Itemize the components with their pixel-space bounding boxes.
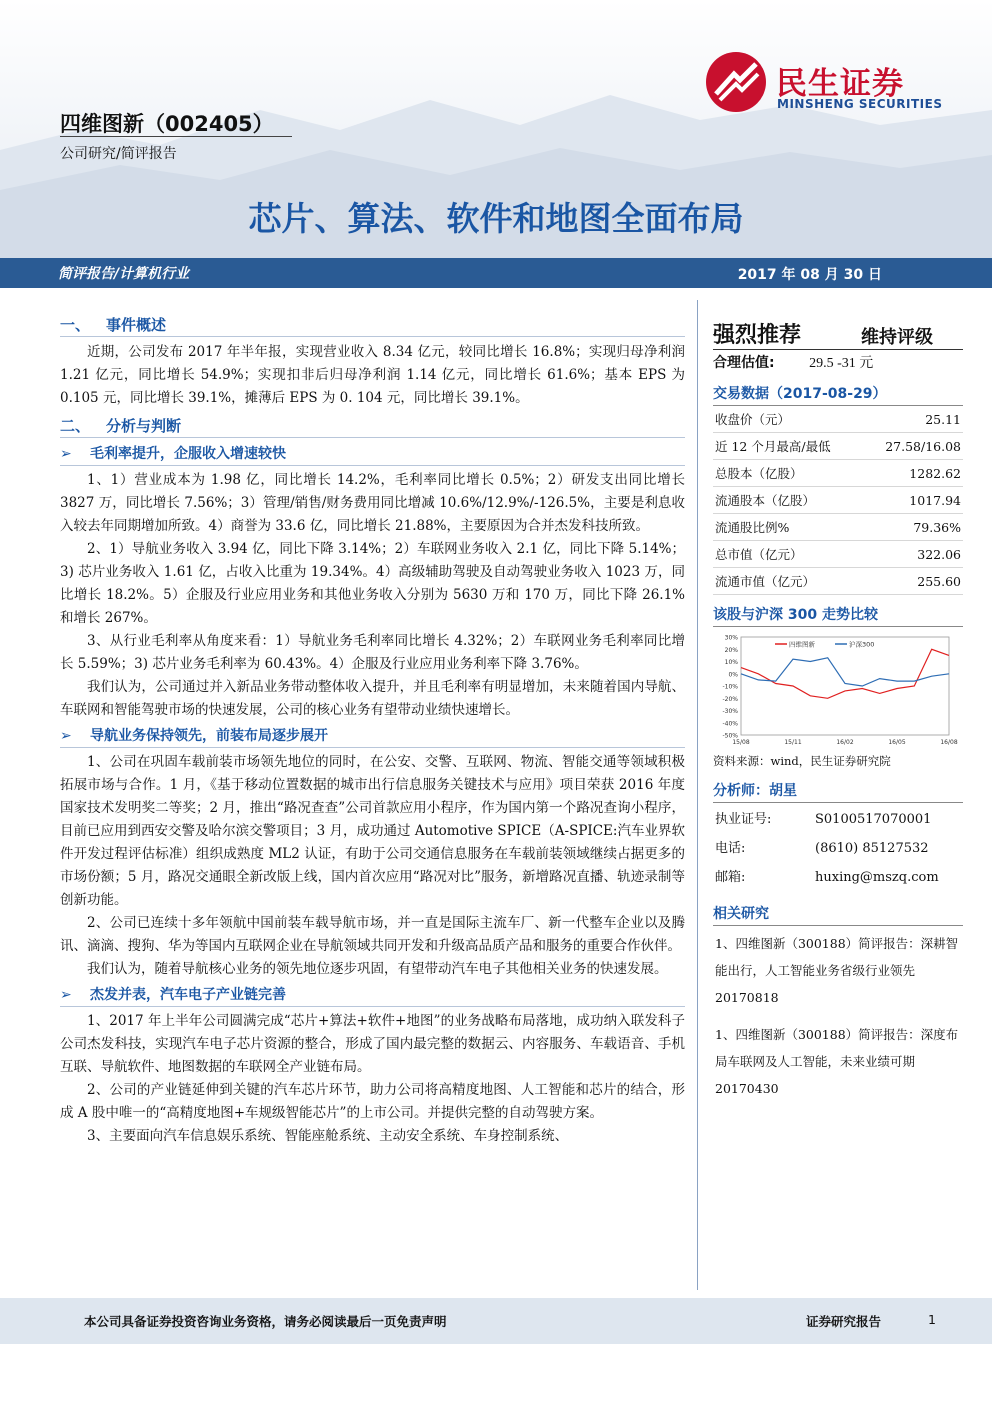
trade-row (713, 541, 963, 568)
trade-value: 322.06 (917, 547, 961, 562)
trade-row (713, 568, 963, 595)
brand-cn: 民生证券 (776, 66, 904, 102)
y-tick-label: -20% (722, 695, 738, 703)
page-number: 1 (928, 1312, 936, 1327)
company-underline (60, 136, 292, 137)
arrow-bullet-icon: ➢ (60, 987, 72, 1003)
trade-key: 近 12 个月最高/最低 (715, 439, 831, 454)
rating-row (713, 318, 963, 350)
y-tick-label: 20% (724, 646, 738, 654)
trade-value: 1017.94 (909, 493, 961, 508)
valuation (713, 352, 963, 374)
x-tick-label: 16/05 (888, 739, 906, 746)
analyst-value: S0100517070001 (815, 812, 932, 827)
analyst-title: 分析师：胡星 (713, 779, 963, 803)
trade-data-table (713, 406, 963, 595)
paragraph: 1、公司在巩固车载前装市场领先地位的同时，在公安、交警、互联网、物流、智能交通等领域积极拓展市场与合作。1 月，《基于移动位置数据的城市出行信息服务关键技术与应用》项目荣获 2016 年度国家技术发明奖二等奖；2 月，推出“路况查查”公司首款应用小程序，作为国内第一个路况查询小程序，目前已应用到西安交警及哈尔滨交警项目；3 月，成功通过 Automotive SPICE（A-SPICE:汽车业界软件开发过程评估标准）组织成熟度 ML2 认证，有助于公司交通信息服务在车载前装领域继续占据更多的市场份额；5 月，路况交通眼全新改版上线，国内首次应用“路况对比”服务，新增路况直播、轨迹录制等创新功能。 (60, 754, 685, 908)
subsection-title (60, 724, 685, 748)
trade-value: 79.36% (913, 520, 961, 535)
analyst-info (713, 803, 963, 892)
y-tick-label: -50% (722, 732, 738, 740)
rating: 强烈推荐 (713, 323, 802, 348)
paragraph: 我们认为，公司通过并入新品业务带动整体收入提升，并且毛利率有明显增加，未来随着国内导航、车联网和智能驾驶市场的快速发展，公司的核心业务有望带动业绩快速增长。 (60, 679, 685, 718)
paragraph: 2、公司的产业链延伸到关键的汽车芯片环节，助力公司将高精度地图、人工智能和芯片的结合，形成 A 股中唯一的“高精度地图+车规级智能芯片”的上市公司。并提供完整的自动驾驶方案。 (60, 1082, 685, 1121)
section-number: 一、 (60, 316, 91, 334)
analyst-value: (8610) 85127532 (815, 841, 929, 856)
analyst-row (713, 863, 963, 892)
report-type: 公司研究/简评报告 (60, 146, 177, 162)
main-content (60, 313, 685, 1148)
trade-row (713, 460, 963, 487)
report-date: 2017 年 08 月 30 日 (737, 267, 882, 283)
analyst-key: 执业证号: (715, 812, 772, 827)
chart-title: 该股与沪深 300 走势比较 (713, 603, 963, 627)
paragraph: 近期，公司发布 2017 年半年报，实现营业收入 8.34 亿元，较同比增长 16.8%；实现归母净利润 1.21 亿元，同比增长 54.9%；实现扣非后归母净利润 1.14 亿元，同比增长 61.6%；基本 EPS 为 0.105 元，同比增长 39.1%，摊薄后 EPS 为 0. 104 元，同比增长 39.1%。 (60, 344, 685, 406)
trade-data-title: 交易数据（2017-08-29） (713, 382, 963, 406)
disclaimer-note: 本公司具备证券投资咨询业务资格，请务必阅读最后一页免责声明 (84, 1314, 447, 1329)
trade-key: 收盘价（元） (715, 412, 791, 427)
trend-chart-svg (713, 631, 963, 751)
paragraph: 1、2017 年上半年公司圆满完成“芯片+算法+软件+地图”的业务战略布局落地，成功纳入联发科子公司杰发科技，实现汽车电子芯片资源的整合，形成了国内最完整的数据云、内容服务、车载语音、手机互联、导航软件、地图数据的车联网全产业链布局。 (60, 1013, 685, 1075)
analyst-email[interactable]: huxing@mszq.com (815, 870, 939, 885)
paragraph: 1、1）营业成本为 1.98 亿，同比增长 14.2%，毛利率同比增长 0.5%；2）研发支出同比增长 3827 万，同比增长 7.56%；3）管理/销售/财务费用同比增减 10.6%/12.9%/-126.5%，主要是利息收入较去年同期增加所致。4）商誉为 33.6 亿，同比增长 21.88%，主要原因为合并杰发科技所致。 (60, 472, 685, 534)
report-headline: 芯片、算法、软件和地图全面布局 (248, 199, 744, 238)
paragraph: 我们认为，随着导航核心业务的领先地位逐步巩固，有望带动汽车电子其他相关业务的快速发展。 (87, 961, 668, 977)
paragraph: 3、主要面向汽车信息娱乐系统、智能座舱系统、主动安全系统、车身控制系统、 (87, 1128, 569, 1144)
sidebar (713, 318, 963, 1108)
arrow-bullet-icon: ➢ (60, 446, 72, 462)
trade-row (713, 433, 963, 460)
footer-label: 证券研究报告 (806, 1314, 882, 1329)
section-title: 分析与判断 (106, 417, 182, 435)
rating-status: 维持评级 (861, 327, 933, 348)
subsection-text: 杰发并表，汽车电子产业链完善 (90, 987, 286, 1003)
subsection-title (60, 442, 685, 466)
y-tick-label: -30% (722, 708, 738, 715)
trade-key: 流通市值（亿元） (715, 574, 816, 589)
x-tick-label: 15/11 (784, 739, 802, 746)
trade-value: 1282.62 (909, 466, 961, 481)
section-title: 事件概述 (106, 316, 167, 334)
trade-key: 总股本（亿股） (715, 466, 803, 481)
trade-key: 总市值（亿元） (715, 547, 803, 562)
arrow-bullet-icon: ➢ (60, 728, 72, 744)
category-bar (0, 258, 992, 288)
related-item[interactable]: 1、四维图新（300188）简评报告：深度布局车联网及人工智能，未来业绩可期 20170430 (715, 1027, 959, 1096)
trade-value: 27.58/16.08 (885, 439, 961, 454)
x-tick-label: 16/08 (940, 739, 958, 746)
y-tick-label: 10% (724, 659, 738, 666)
paragraph: 3、从行业毛利率从角度来看：1）导航业务毛利率同比增长 4.32%；2）车联网业务毛利率同比增长 5.59%；3) 芯片业务毛利率为 60.43%。4）企服及行业应用业务利率下降 3.76%。 (60, 633, 685, 672)
paragraph: 2、1）导航业务收入 3.94 亿，同比下降 3.14%；2）车联网业务收入 2.1 亿，同比下降 5.14%；3) 芯片业务收入 1.61 亿，占收入比重为 19.34%。4）高级辅助驾驶及自动驾驶业务收入 1023 万，同比增长 18.2%。5）企服及行业应用业务和其他业务收入分别为 5630 万和 170 万，同比下降 26.1%和增长 267%。 (60, 541, 685, 626)
legend-label: 沪深300 (849, 640, 875, 649)
analyst-key: 电话: (715, 841, 746, 856)
valuation-value: 29.5 -31 元 (809, 356, 874, 371)
series-line-1 (741, 649, 949, 698)
minsheng-logo-icon (704, 50, 768, 114)
trade-row (713, 406, 963, 433)
company-name: 四维图新（002405） (60, 112, 274, 136)
y-tick-label: 30% (724, 634, 738, 642)
trade-key: 流通股本（亿股） (715, 493, 816, 508)
analyst-key: 邮箱: (715, 870, 746, 885)
trade-row (713, 514, 963, 541)
section-event-title (60, 313, 685, 337)
brand-en: MINSHENG SECURITIES (777, 97, 943, 111)
page-footer (0, 1298, 992, 1344)
trade-value: 255.60 (917, 574, 961, 589)
report-header (0, 0, 992, 258)
x-tick-label: 15/08 (732, 739, 750, 746)
subsection-text: 毛利率提升，企服收入增速较快 (90, 446, 286, 462)
trade-row (713, 487, 963, 514)
analyst-row (713, 805, 963, 834)
x-tick-label: 16/02 (836, 739, 854, 746)
y-tick-label: -10% (722, 683, 738, 691)
related-title: 相关研究 (713, 902, 963, 926)
y-tick-label: 0% (728, 671, 738, 679)
section-analysis-title (60, 414, 685, 438)
trade-key: 流通股比例% (715, 520, 790, 535)
trade-value: 25.11 (925, 412, 961, 427)
chart-frame (741, 637, 949, 735)
column-divider (697, 300, 698, 1290)
analyst-row (713, 834, 963, 863)
y-tick-label: -40% (722, 720, 738, 728)
subsection-title (60, 983, 685, 1007)
section-number: 二、 (60, 417, 91, 435)
subsection-text: 导航业务保持领先，前装布局逐步展开 (90, 728, 328, 744)
trend-chart (713, 631, 963, 751)
valuation-label: 合理估值: (713, 355, 775, 371)
related-item[interactable]: 1、四维图新（300188）简评报告：深耕智能出行，人工智能业务省级行业领先 20170818 (715, 936, 959, 1005)
legend-label: 四维图新 (789, 640, 815, 649)
paragraph: 2、公司已连续十多年领航中国前装车载导航市场，并一直是国际主流车厂、新一代整车企业以及腾讯、滴滴、搜狗、华为等国内互联网企业在导航领域共同开发和升级高品质产品和服务的重要合作伙伴。 (60, 915, 685, 954)
chart-source: 资料来源：wind，民生证券研究院 (713, 754, 891, 768)
report-category: 简评报告/计算机行业 (58, 266, 190, 282)
